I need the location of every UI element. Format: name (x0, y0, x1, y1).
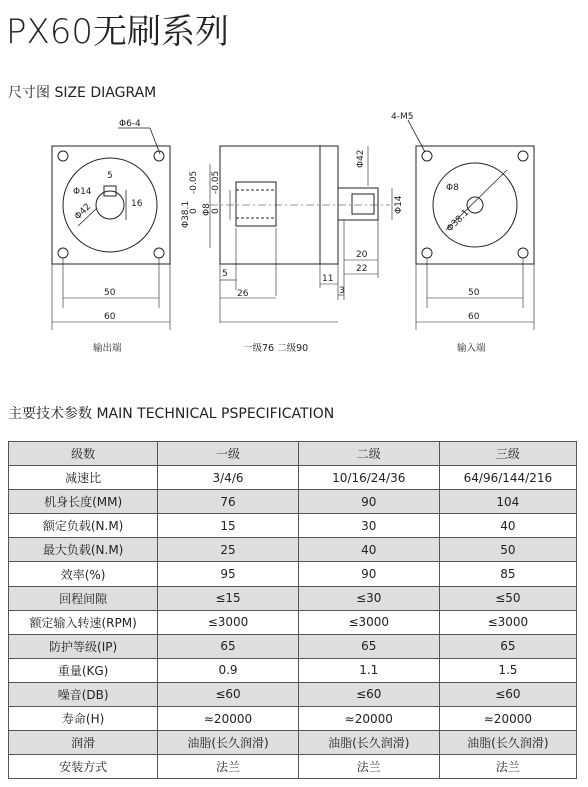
table-cell: 50 (439, 538, 576, 562)
table-cell: ≤15 (158, 586, 299, 610)
table-cell: 最大负载(N.M) (9, 538, 158, 562)
table-row (9, 490, 577, 514)
table-row (9, 658, 577, 682)
mounting-hole (58, 248, 68, 258)
table-row (9, 707, 577, 731)
mounting-hole (518, 248, 528, 258)
table-row (9, 682, 577, 706)
table-cell: 回程间隙 (9, 586, 158, 610)
table-cell: 40 (298, 538, 439, 562)
table-row (9, 562, 577, 586)
table-header-cell: 级数 (9, 442, 158, 466)
output-end-caption: 输出端 (93, 343, 122, 354)
table-cell: ≤50 (439, 586, 576, 610)
dim-20-label: 20 (356, 250, 368, 260)
table-cell: 64/96/144/216 (439, 466, 576, 490)
table-cell: 1.5 (439, 658, 576, 682)
table-row (9, 586, 577, 610)
table-cell: 90 (298, 562, 439, 586)
size-diagram (0, 108, 588, 358)
dim-26-label: 26 (237, 289, 249, 299)
table-cell: 额定输入转速(RPM) (9, 610, 158, 634)
dim-5-label: 5 (222, 269, 228, 279)
mounting-hole (422, 248, 432, 258)
table-row (9, 731, 577, 755)
table-cell: 3/4/6 (158, 466, 299, 490)
table-row (9, 538, 577, 562)
table-row (9, 634, 577, 658)
table-cell: 法兰 (158, 755, 299, 779)
table-header-cell: 一级 (158, 442, 299, 466)
pilot-tol-upper: -0.05 (189, 170, 199, 194)
output-flange-square (52, 146, 170, 264)
table-cell: 85 (439, 562, 576, 586)
table-header-cell: 二级 (298, 442, 439, 466)
input-flange-square (416, 146, 534, 264)
table-cell: 减速比 (9, 466, 158, 490)
output-hole-label: Φ6-4 (119, 119, 141, 129)
pilot-tol-lower: 0 (189, 208, 199, 214)
table-cell: ≤3000 (298, 610, 439, 634)
input-pcd-label: Φ38.1 (445, 207, 472, 235)
bore-diameter-label: Φ8 (202, 203, 212, 216)
dim-11-label: 11 (322, 274, 334, 284)
table-cell: ≤3000 (439, 610, 576, 634)
mounting-hole (422, 151, 432, 161)
spec-heading: 主要技术参数 MAIN TECHNICAL PSPECIFICATION (8, 406, 335, 422)
output-key-height-label: 16 (131, 199, 143, 209)
table-cell: 油脂(长久润滑) (439, 731, 576, 755)
table-header-cell: 三级 (439, 442, 576, 466)
table-cell: 额定负载(N.M) (9, 514, 158, 538)
input-end-caption: 输入端 (457, 343, 486, 354)
table-cell: 104 (439, 490, 576, 514)
output-key-width-label: 5 (107, 171, 113, 181)
table-header-row (9, 442, 577, 466)
table-cell: ≈20000 (439, 707, 576, 731)
table-cell: 油脂(长久润滑) (158, 731, 299, 755)
table-cell: 65 (158, 634, 299, 658)
input-outer-span-label: 60 (468, 312, 480, 322)
table-cell: 法兰 (439, 755, 576, 779)
table-cell: ≤60 (439, 682, 576, 706)
spec-table (8, 441, 577, 779)
table-cell: 寿命(H) (9, 707, 158, 731)
output-bore (96, 191, 124, 219)
table-row (9, 514, 577, 538)
output-end-view (52, 128, 170, 330)
table-cell: 10/16/24/36 (298, 466, 439, 490)
table-cell: ≈20000 (158, 707, 299, 731)
output-pcd-label: Φ42 (73, 201, 94, 223)
table-cell: 0.9 (158, 658, 299, 682)
output-shaft-housing (236, 182, 276, 226)
bore-tol-lower: 0 (211, 208, 221, 214)
table-cell: 重量(KG) (9, 658, 158, 682)
table-cell: ≤30 (298, 586, 439, 610)
table-cell: 机身长度(MM) (9, 490, 158, 514)
table-cell: ≤60 (298, 682, 439, 706)
input-hole-label: 4-M5 (391, 112, 414, 122)
table-cell: 效率(%) (9, 562, 158, 586)
flange-diameter-label: Φ42 (356, 149, 366, 168)
dim-22-label: 22 (356, 264, 368, 274)
input-end-view (408, 120, 534, 330)
bore-tol-upper: -0.05 (211, 170, 221, 194)
pilot-diameter-label: Φ38.1 (181, 200, 191, 228)
input-pcd-circle (433, 163, 517, 247)
table-cell: 65 (298, 634, 439, 658)
table-cell: 65 (439, 634, 576, 658)
table-cell: 润滑 (9, 731, 158, 755)
table-cell: ≤3000 (158, 610, 299, 634)
output-outer-span-label: 60 (104, 312, 116, 322)
table-cell: 噪音(DB) (9, 682, 158, 706)
table-cell: 90 (298, 490, 439, 514)
output-bore-label: Φ14 (73, 187, 92, 197)
table-cell: 安装方式 (9, 755, 158, 779)
table-cell: 防护等级(IP) (9, 634, 158, 658)
table-cell: 25 (158, 538, 299, 562)
table-row (9, 466, 577, 490)
input-shaft (338, 188, 378, 220)
table-row (9, 755, 577, 779)
size-diagram-heading: 尺寸图 SIZE DIAGRAM (8, 85, 157, 101)
table-cell: 76 (158, 490, 299, 514)
input-bore-label: Φ8 (446, 183, 459, 193)
input-bore (467, 197, 483, 213)
dim-3-label: 3 (339, 286, 345, 296)
table-cell: 95 (158, 562, 299, 586)
table-cell: 1.1 (298, 658, 439, 682)
table-cell: ≤60 (158, 682, 299, 706)
table-cell: 15 (158, 514, 299, 538)
table-cell: 30 (298, 514, 439, 538)
output-bore-hidden (236, 190, 276, 218)
table-cell: ≈20000 (298, 707, 439, 731)
input-key (352, 194, 374, 214)
table-cell: 油脂(长久润滑) (298, 731, 439, 755)
mounting-hole (154, 248, 164, 258)
output-inner-span-label: 50 (104, 288, 116, 298)
mounting-hole (58, 151, 68, 161)
table-row (9, 610, 577, 634)
side-view-caption: 一级76 二级90 (243, 343, 309, 354)
table-cell: 40 (439, 514, 576, 538)
table-cell: 法兰 (298, 755, 439, 779)
input-inner-span-label: 50 (468, 288, 480, 298)
input-shaft-diameter-label: Φ14 (394, 195, 404, 214)
mounting-hole (518, 151, 528, 161)
page-title: PX60无刷系列 (6, 12, 230, 52)
